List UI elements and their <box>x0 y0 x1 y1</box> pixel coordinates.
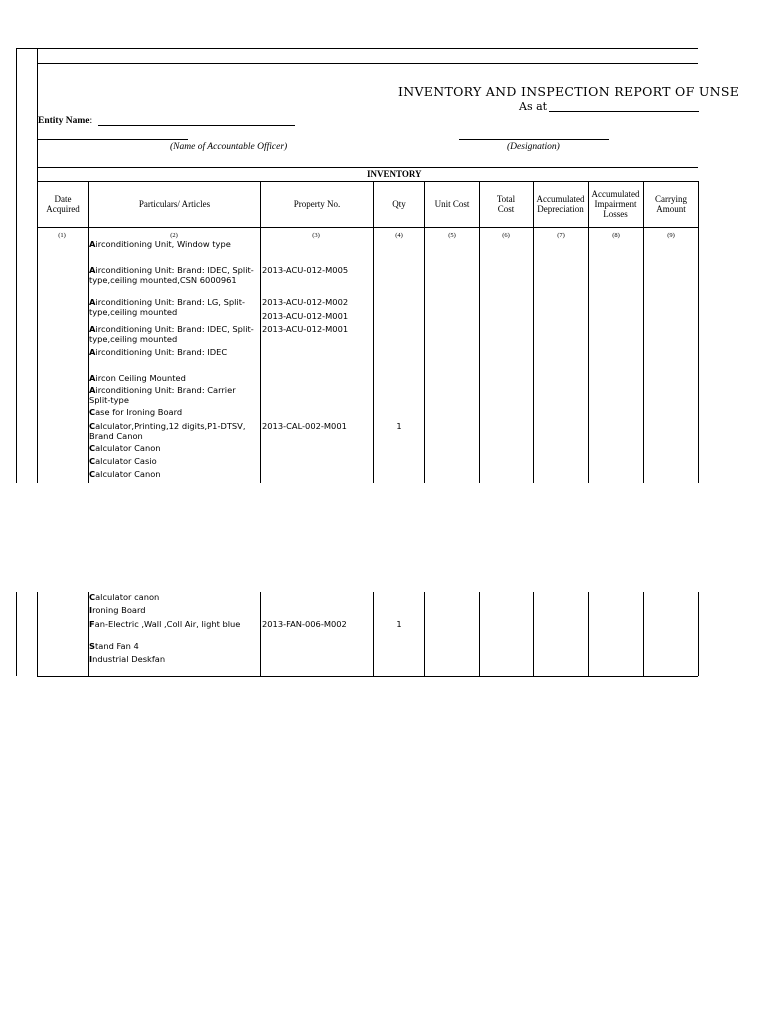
header-particulars: Particulars/ Articles <box>138 199 211 209</box>
row-particulars: Calculator Casio <box>89 456 157 466</box>
left-border-inner <box>37 48 38 483</box>
header-qty: Qty <box>392 199 406 209</box>
row-qty: 1 <box>396 619 402 629</box>
table-bottom-line <box>37 676 698 677</box>
as-at-label <box>519 100 547 113</box>
col-line-lower <box>424 592 425 676</box>
row-property-no: 2013-ACU-012-M002 <box>262 297 349 307</box>
row-property-no: 2013-ACU-012-M001 <box>262 324 349 334</box>
row-particulars: Airconditioning Unit: Brand: IDEC, Split-type,ceiling mounted <box>89 324 254 344</box>
row-particulars: Case for Ironing Board <box>89 407 183 417</box>
col-num-7: (7) <box>557 232 565 239</box>
as-at-line <box>549 111 699 112</box>
top-border <box>16 48 698 49</box>
row-particulars: Industrial Deskfan <box>89 654 166 664</box>
row-particulars: Airconditioning Unit: Brand: IDEC <box>89 347 228 357</box>
col-num-8: (8) <box>612 232 620 239</box>
header-top-line <box>37 181 698 182</box>
col-num-5: (5) <box>448 232 456 239</box>
header-unit-cost: Unit Cost <box>434 199 470 209</box>
row-particulars: Calculator Canon <box>89 469 161 479</box>
col-line <box>373 181 374 483</box>
row-particulars: Airconditioning Unit: Brand: LG, Split-type,ceiling mounted <box>89 297 245 317</box>
col-num-9: (9) <box>667 232 675 239</box>
row-property-no: 2013-FAN-006-M002 <box>262 619 347 629</box>
left-border-outer <box>16 48 17 483</box>
col-num-3: (3) <box>312 232 320 239</box>
inventory-title: INVENTORY <box>367 169 422 179</box>
left-border-inner-lower <box>37 592 38 676</box>
row-particulars: Airconditioning Unit: Brand: Carrier Split-type <box>89 385 236 405</box>
col-line-lower <box>643 592 644 676</box>
entity-name-label: Entity Name: <box>38 116 93 126</box>
col-num-2: (2) <box>170 232 178 239</box>
header-accum-depreciation: Accumulated Depreciation <box>536 194 585 214</box>
col-line-lower <box>698 592 699 676</box>
col-line-lower <box>533 592 534 676</box>
col-line <box>588 181 589 483</box>
row-particulars: Airconditioning Unit: Brand: IDEC, Split-type,ceiling mounted,CSN 6000961 <box>89 265 254 285</box>
inventory-top-line <box>37 167 698 168</box>
col-line <box>698 181 699 483</box>
header-carrying-amount: Carrying Amount <box>655 194 687 214</box>
col-num-6: (6) <box>502 232 510 239</box>
col-line <box>424 181 425 483</box>
row-property-no: 2013-CAL-002-M001 <box>262 421 347 431</box>
col-num-1: (1) <box>58 232 66 239</box>
col-line <box>643 181 644 483</box>
row-particulars: Calculator Canon <box>89 443 161 453</box>
header-property-no: Property No. <box>293 199 341 209</box>
designation-caption: (Designation) <box>507 142 560 152</box>
officer-line <box>38 139 188 140</box>
col-line-lower <box>479 592 480 676</box>
row-particulars: Ironing Board <box>89 605 146 615</box>
row-particulars: Airconditioning Unit, Window type <box>89 239 231 249</box>
entity-name-text: Entity Name <box>38 116 90 126</box>
as-at-text: As at <box>519 100 548 113</box>
col-line-lower <box>373 592 374 676</box>
row-particulars: Calculator canon <box>89 592 160 602</box>
designation-line <box>459 139 609 140</box>
accountable-officer-caption: (Name of Accountable Officer) <box>170 142 288 152</box>
header-accum-impairment: Accumulated Impairment Losses <box>591 189 640 219</box>
left-border-outer-lower <box>16 592 17 676</box>
col-line <box>260 181 261 483</box>
row-qty: 1 <box>396 421 402 431</box>
col-line <box>479 181 480 483</box>
col-line <box>533 181 534 483</box>
col-line-lower <box>588 592 589 676</box>
header-total-cost: Total Cost <box>496 194 516 214</box>
row-particulars: Calculator,Printing,12 digits,P1-DTSV, Brand Canon <box>89 421 246 441</box>
entity-name-line <box>98 125 295 126</box>
report-title: INVENTORY AND INSPECTION REPORT OF UNSE <box>398 84 740 99</box>
row-particulars: Stand Fan 4 <box>89 641 139 651</box>
row-property-no: 2013-ACU-012-M005 <box>262 265 349 275</box>
row-property-no: 2013-ACU-012-M001 <box>262 311 349 321</box>
col-line-lower <box>260 592 261 676</box>
top-border-2 <box>37 63 698 64</box>
col-num-4: (4) <box>395 232 403 239</box>
header-bottom-line <box>37 227 698 228</box>
row-particulars: Aircon Ceiling Mounted <box>89 373 186 383</box>
header-date-acquired: Date Acquired <box>46 194 80 214</box>
row-particulars: Fan-Electric ,Wall ,Coll Air, light blue <box>89 619 241 629</box>
